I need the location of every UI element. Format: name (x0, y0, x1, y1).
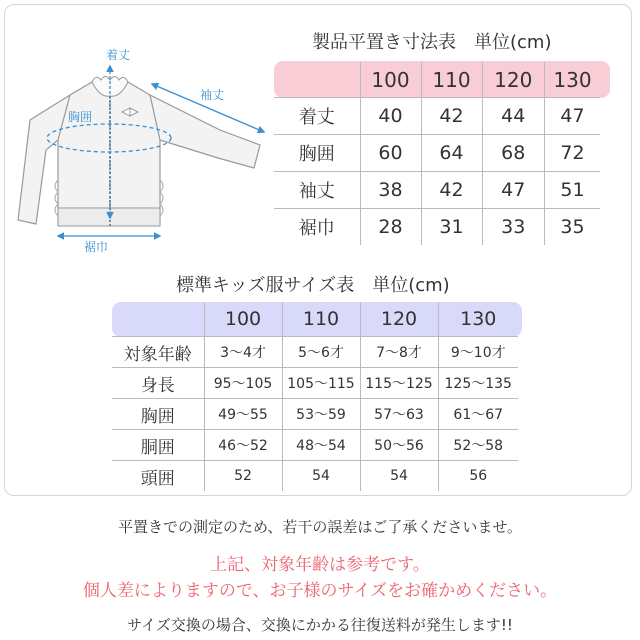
table1-size: 130 (545, 62, 601, 98)
table2-size: 100 (204, 302, 282, 337)
table-cell: 60 (360, 135, 421, 172)
product-size-table-col4 (544, 62, 600, 245)
jacket-right-sleeve (150, 95, 260, 168)
table-cell: 57〜63 (360, 399, 438, 430)
length-label: 着丈 (106, 48, 131, 62)
table1-title: 製品平置き寸法表 単位(cm) (312, 32, 552, 53)
jacket-diagram (10, 40, 272, 270)
table2-corner (112, 302, 204, 337)
table2-header-row (112, 302, 518, 337)
table-cell: 51 (545, 172, 601, 209)
table1-row (274, 209, 544, 246)
table-cell: 3〜4才 (204, 337, 282, 368)
table2-row (112, 337, 518, 368)
table-cell: 28 (360, 209, 421, 246)
table-cell: 35 (545, 209, 601, 246)
row-label: 胴囲 (112, 430, 204, 461)
table-cell: 125〜135 (438, 368, 518, 399)
chest-label: 胸囲 (68, 110, 93, 124)
row-label: 対象年齢 (112, 337, 204, 368)
table2-size: 120 (360, 302, 438, 337)
table-cell: 64 (421, 135, 482, 172)
kids-size-table (112, 302, 518, 491)
table-cell: 7〜8才 (360, 337, 438, 368)
row-label: 袖丈 (274, 172, 360, 209)
exchange-shipping-note: サイズ交換の場合、交換にかかる往復送料が発生します!! (127, 616, 513, 634)
table-cell: 42 (421, 172, 482, 209)
table-cell: 49〜55 (204, 399, 282, 430)
table-cell: 9〜10才 (438, 337, 518, 368)
table-cell: 38 (360, 172, 421, 209)
table1-row (274, 172, 544, 209)
table-cell: 5〜6才 (282, 337, 360, 368)
table-cell: 115〜125 (360, 368, 438, 399)
table1-size: 120 (482, 62, 544, 98)
individual-difference-note: 個人差によりますので、お子様のサイズをお確かめください。 (82, 581, 558, 601)
sleeve-label: 袖丈 (200, 88, 225, 102)
table-cell: 53〜59 (282, 399, 360, 430)
table-cell: 47 (545, 98, 601, 135)
table-cell: 68 (482, 135, 544, 172)
row-label: 身長 (112, 368, 204, 399)
row-label: 胸囲 (112, 399, 204, 430)
table1-header-row (274, 62, 544, 98)
table1-corner (274, 62, 360, 98)
table2-title: 標準キッズ服サイズ表 単位(cm) (176, 275, 450, 296)
table2-size: 130 (438, 302, 518, 337)
table2-size: 110 (282, 302, 360, 337)
table-cell: 40 (360, 98, 421, 135)
table1-row (274, 98, 544, 135)
table-cell: 95〜105 (204, 368, 282, 399)
hem-label: 裾巾 (84, 240, 109, 254)
table-cell: 47 (482, 172, 544, 209)
row-label: 裾巾 (274, 209, 360, 246)
table-cell: 54 (360, 461, 438, 492)
table1-row (274, 135, 544, 172)
table2-row (112, 399, 518, 430)
product-size-table (274, 62, 544, 245)
table2-row (112, 461, 518, 492)
table2-row (112, 368, 518, 399)
table-cell: 33 (482, 209, 544, 246)
table-cell: 52〜58 (438, 430, 518, 461)
table-cell: 56 (438, 461, 518, 492)
table-cell: 54 (282, 461, 360, 492)
table1-size: 100 (360, 62, 421, 98)
table-cell: 72 (545, 135, 601, 172)
table2-row (112, 430, 518, 461)
table-cell: 50〜56 (360, 430, 438, 461)
table1-size: 110 (421, 62, 482, 98)
table-cell: 52 (204, 461, 282, 492)
table-cell: 31 (421, 209, 482, 246)
table-cell: 42 (421, 98, 482, 135)
row-label: 胸囲 (274, 135, 360, 172)
table-cell: 44 (482, 98, 544, 135)
table-cell: 46〜52 (204, 430, 282, 461)
table-cell: 105〜115 (282, 368, 360, 399)
age-reference-note: 上記、対象年齢は参考です。 (210, 555, 430, 575)
table-cell: 61〜67 (438, 399, 518, 430)
row-label: 着丈 (274, 98, 360, 135)
measurement-note: 平置きでの測定のため、若干の誤差はご了承くださいませ。 (118, 518, 522, 536)
table-cell: 48〜54 (282, 430, 360, 461)
row-label: 頭囲 (112, 461, 204, 492)
